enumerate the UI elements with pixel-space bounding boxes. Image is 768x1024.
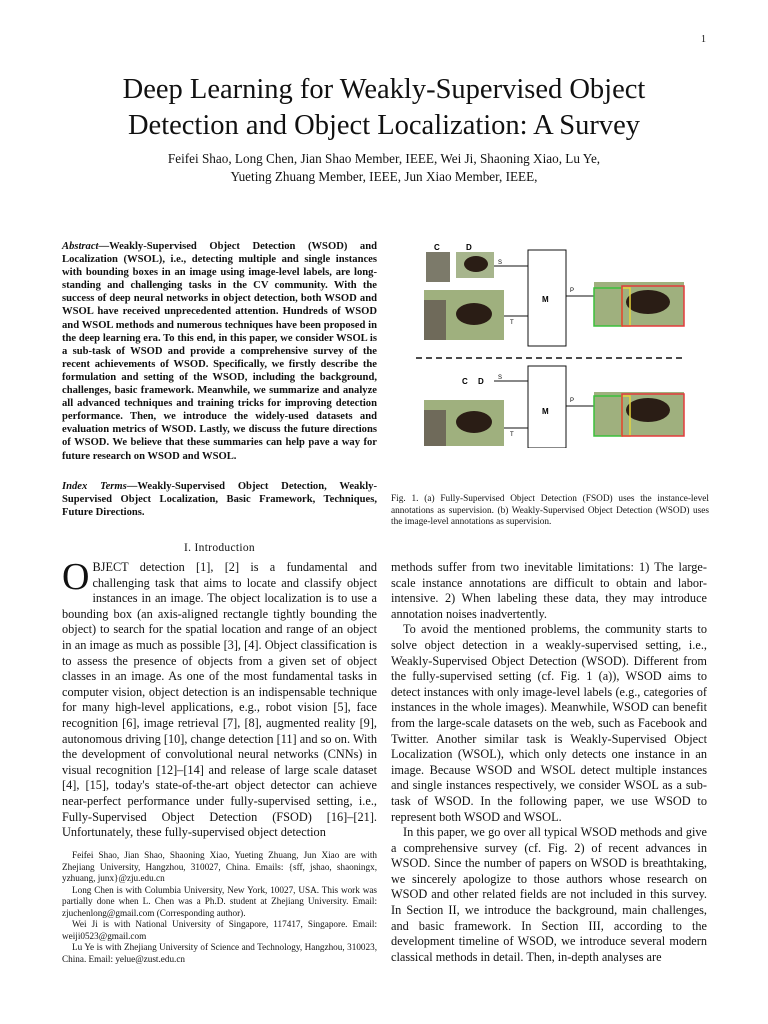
footnote: Lu Ye is with Zhejiang University of Science and Technology, Hangzhou, 310023, China. Email: yelue@zust.edu.cn (62, 942, 377, 964)
label-s-top: S (498, 260, 503, 266)
paper-title (40, 72, 728, 144)
label-d-top: D (466, 243, 472, 252)
title-line-1: Deep Learning for Weakly-Supervised Object (122, 74, 646, 105)
authors-line-2: Yueting Zhuang Member, IEEE, Jun Xiao Member, IEEE, (230, 169, 538, 184)
figure-1-caption: Fig. 1. (a) Fully-Supervised Object Detection (FSOD) uses the instance-level annotations as supervision. (b) Weakly-Supervised Object Detection (WSOD) uses the image-level annotations as supervision. (391, 494, 709, 528)
label-d-bottom: D (478, 377, 484, 386)
label-p-top: P (570, 288, 575, 294)
author-footnotes (62, 850, 377, 965)
dog-shape (626, 398, 670, 422)
index-terms (62, 480, 377, 519)
paragraph: In this paper, we go over all typical WSOD methods and give a comprehensive survey (cf. Fig. 2) of recent advances in WSOD. Since the number of papers on WSOD is breathtaking, we sincerely apologize to those authors whose research on WSOD and other related fields are not included in this survey. In Section II, we introduce the background, main challenges, and basic framework. In Section III, according to the development timeline of WSOD, we introduce several modern classical methods in detail. Then, in-depth analyses are (391, 825, 707, 964)
abstract (62, 240, 377, 463)
label-c-bottom: C (462, 377, 468, 386)
intro-text: BJECT detection [1], [2] is a fundamental and challenging task that aims to locate and classify object instances in an image. The object localization is to use a bounding box (an axis-aligned rectangle tightly bounding the object) to search for the spatial location and range of an object in an image as much as possible [3], [4]. Object classification is to assess the presence of objects from a given set of object classes in an image. As one of the most fundamental tasks in computer vision, object detection is an indispensable technique for many high-level applications, e.g., robot vision [5], face recognition [6], image retrieval [7], [8], augmented reality [9], autonomous driving [10], change detection [11] and so on. With the development of convolutional neural networks (CNNs) in visual recognition [12]–[14] and release of large scale dataset [4], [15], today's state-of-the-art object detector can achieve near-perfect performance under fully-supervised setting, i.e., Fully-Supervised Object Detection (FSOD) [16]–[21]. Unfortunately, these fully-supervised object detection (62, 560, 377, 840)
authors-line-1: Feifei Shao, Long Chen, Jian Shao Member, IEEE, Wei Ji, Shaoning Xiao, Lu Ye, (167, 151, 601, 166)
footnote: Feifei Shao, Jian Shao, Shaoning Xiao, Yueting Zhuang, Jun Xiao are with Zhejiang University, Hangzhou, 310027, China. Emails: {sff, jshao, shaoningx, yzhuang, junx}@zju.edu.cn (62, 850, 377, 883)
paragraph: To avoid the mentioned problems, the community starts to solve object detection in a weakly-supervised setting, i.e., Weakly-Supervised Object Detection (WSOD). Different from the fully-supervised setting (cf. Fig. 1 (a)), WSOD aims to detect instances with only image-level labels (e.g., categories of instances in the whole images). Meanwhile, WSOD can benefit from the large-scale datasets on the web, such as Facebook and Twitter. Another similar task is Weakly-Supervised Object Localization (WSOL), which only detects one instance in an image. Because WSOD and WSOL detect multiple instances and single instances respectively, we consider WSOL as a sub-task of WSOD. In the following paper, we use WSOD to represent both WSOD and WSOL. (391, 622, 707, 824)
drop-cap: O (62, 556, 90, 598)
page-number: 1 (701, 34, 706, 45)
figure-1-diagram (416, 238, 708, 448)
index-terms-text: —Weakly-Supervised Object Detection, Weakly-Supervised Object Localization, Basic Framework, Techniques, Future Directions. (62, 481, 377, 519)
abstract-label: Abstract (62, 241, 99, 252)
dog-shape (626, 290, 670, 314)
author-list (40, 150, 728, 186)
title-line-2: Detection and Object Localization: A Survey (127, 110, 641, 141)
label-t-top: T (510, 320, 514, 326)
right-column-text (391, 560, 707, 965)
label-s-bottom: S (498, 375, 503, 381)
index-terms-label: Index Terms (62, 481, 127, 492)
intro-paragraph (62, 556, 377, 841)
dog-shape (456, 411, 492, 433)
cat-shape (424, 300, 446, 340)
label-t-bottom: T (510, 432, 514, 438)
dog-shape (464, 256, 488, 272)
footnote: Long Chen is with Columbia University, New York, 10027, USA. This work was partially done when L. Chen was a Ph.D. student at Zhejiang University. Email: zjuchenlong@gmail.com (Corresponding author). (62, 884, 377, 918)
paragraph: methods suffer from two inevitable limitations: 1) The large-scale instance annotations are difficult to obtain and labor-intensive. 2) When labeling these data, they may introduce annotation noises inadvertently. (391, 560, 707, 621)
cat-shape (424, 410, 446, 446)
cat-thumbnail-top (426, 252, 450, 282)
model-label-top: M (542, 295, 549, 304)
footnote: Wei Ji is with National University of Singapore, 117417, Singapore. Email: weiji0523@gmail.com (62, 919, 377, 941)
dog-shape (456, 303, 492, 325)
model-label-bottom: M (542, 407, 549, 416)
label-p-bottom: P (570, 398, 575, 404)
abstract-text: —Weakly-Supervised Object Detection (WSOD) and Localization (WSOL), i.e., detecting multiple and single instances with bounding boxes in an image using image-level labels, are long-standing and challenging tasks in the CV community. With the success of deep neural networks in object detection, both WSOD and WSOL have received unprecedented attention. Hundreds of WSOD and WSOL methods and numerous techniques have been proposed in the deep learning era. To this end, in this paper, we consider WSOL is a sub-task of WSOD and provide a comprehensive survey of the recent achievements of WSOD. Specifically, we firstly describe the formulation and setting of the WSOD, including the background, challenges, basic framework. Meanwhile, we summarize and analyze all advanced techniques and training tricks for improving detection performance. Then, we introduce the widely-used datasets and evaluation metrics of WSOD. Lastly, we discuss the future directions of WSOD. We believe that these summaries can help pave a way for future research on WSOD and WSOL. (62, 241, 377, 462)
figure-1 (416, 238, 708, 448)
section-heading-introduction: I. Introduction (184, 542, 255, 554)
label-c-top: C (434, 243, 440, 252)
